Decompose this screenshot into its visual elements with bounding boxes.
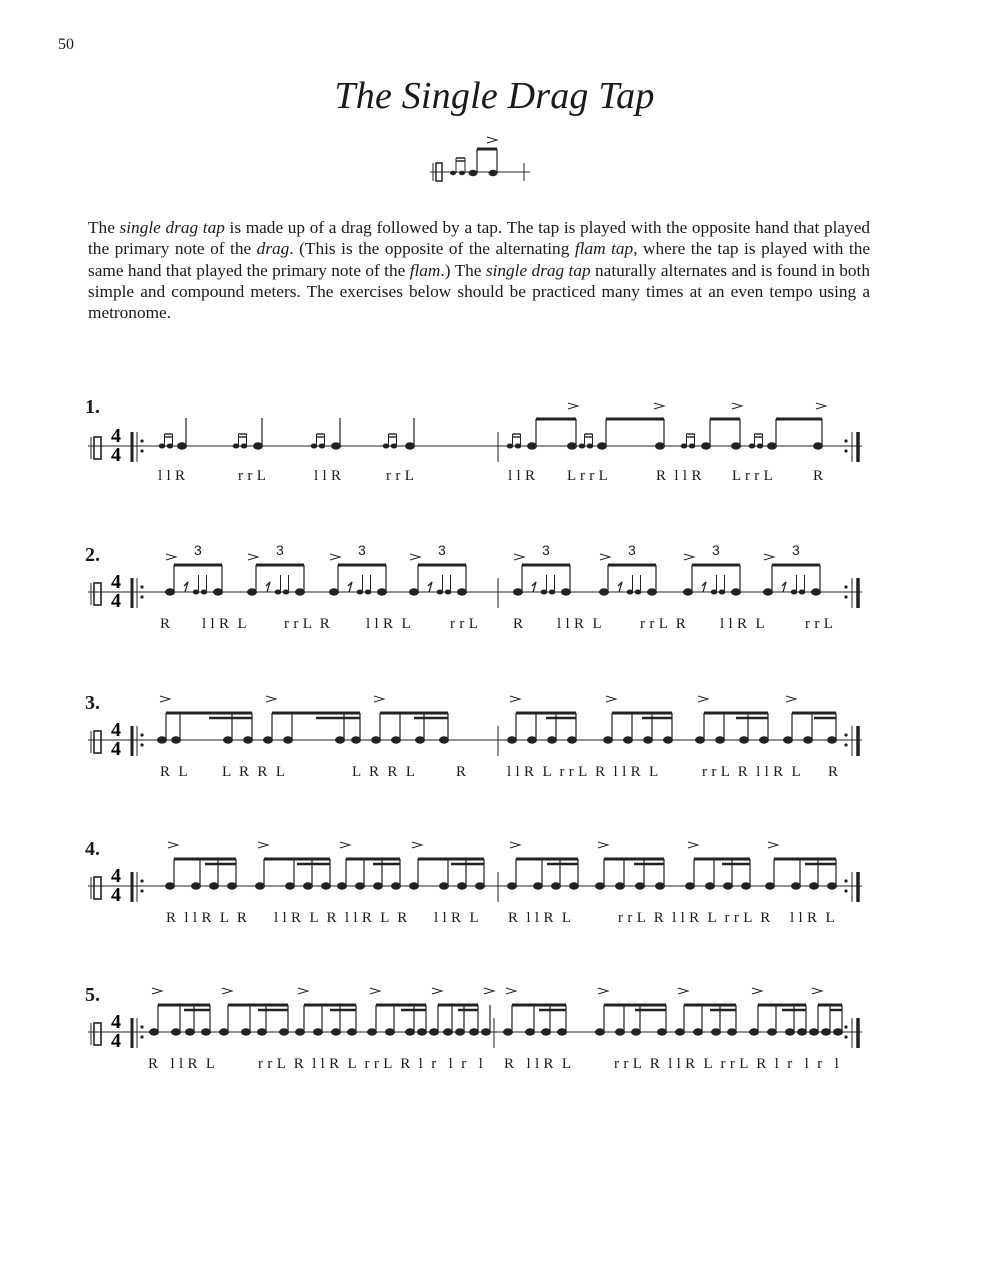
note-head — [596, 883, 605, 889]
note-head — [604, 737, 613, 743]
note-head — [656, 883, 665, 889]
exercise-5 — [0, 984, 989, 1104]
accent-mark — [684, 554, 694, 560]
note-head — [632, 1029, 641, 1035]
time-sig-bottom: 4 — [111, 884, 121, 906]
tuplet-number: 3 — [628, 544, 636, 558]
note-head — [596, 1029, 605, 1035]
sticking-label: r r L R — [284, 616, 331, 632]
exercise-3 — [0, 692, 989, 812]
accent-mark — [166, 554, 176, 560]
note-head — [728, 1029, 737, 1035]
note-head — [372, 737, 381, 743]
tuplet-number: 3 — [358, 544, 366, 558]
note-head — [828, 737, 837, 743]
grace-note — [365, 590, 371, 594]
rest — [428, 582, 432, 592]
note-head — [220, 1029, 229, 1035]
exercise-1 — [0, 396, 989, 516]
grace-note — [627, 590, 633, 594]
note-head — [242, 1029, 251, 1035]
sticking-label: R — [513, 616, 524, 632]
accent-mark — [812, 988, 822, 994]
note-head — [760, 737, 769, 743]
note-head — [706, 883, 715, 889]
grace-note — [799, 590, 805, 594]
accent-mark — [484, 988, 494, 994]
note-head — [356, 883, 365, 889]
note-head — [166, 883, 175, 889]
note-head — [784, 737, 793, 743]
note-head — [440, 883, 449, 889]
accent-mark — [514, 554, 524, 560]
sticking-label: R — [813, 468, 824, 484]
accent-mark — [698, 696, 708, 702]
note-head — [562, 589, 571, 595]
note-head — [456, 1029, 465, 1035]
sticking-label: r r L — [386, 468, 415, 484]
accent-mark — [510, 842, 520, 848]
note-head — [410, 589, 419, 595]
note-head — [286, 883, 295, 889]
note-head — [458, 589, 467, 595]
note-head — [648, 589, 657, 595]
note-head — [684, 589, 693, 595]
time-sig-bottom: 4 — [111, 444, 121, 466]
sticking-label: l l R L — [720, 616, 765, 632]
note-head — [798, 1029, 807, 1035]
note-head — [732, 589, 741, 595]
note-head — [568, 737, 577, 743]
tuplet-number: 3 — [712, 544, 720, 558]
note-head — [750, 1029, 759, 1035]
note-head — [392, 737, 401, 743]
page-title: The Single Drag Tap — [334, 75, 655, 117]
tuplet-number: 3 — [194, 544, 202, 558]
grace-note — [445, 590, 451, 594]
note-head — [696, 737, 705, 743]
staff-4 — [0, 838, 989, 958]
sticking-label: r r L R l l R L r r L R l r l r l — [258, 1056, 484, 1072]
sticking-label: l l R L — [434, 910, 479, 926]
note-head — [330, 589, 339, 595]
time-sig-top: 4 — [111, 1011, 121, 1033]
note-head — [508, 737, 517, 743]
note-head — [418, 1029, 427, 1035]
sticking-label: R l l R L — [148, 1056, 216, 1072]
note-head — [444, 1029, 453, 1035]
grace-note — [283, 590, 289, 594]
note-head — [686, 883, 695, 889]
accent-mark — [510, 696, 520, 702]
rest — [266, 582, 270, 592]
note-head — [410, 883, 419, 889]
accent-mark — [248, 554, 258, 560]
rest — [618, 582, 622, 592]
note-head — [150, 1029, 159, 1035]
sticking-label: l l R L r r L R l l R L — [507, 764, 659, 780]
intro-paragraph: The single drag tap is made up of a drag followed by a tap. The tap is played with the opposite hand that played the primary note of the drag. (This is the opposite of the alternating flam tap, where the tap is played with the same hand that played the primary note of the flam.) The single drag tap naturally alternates and is found in both simple and compound meters. The exercises below should be practiced many times at an even tempo using a metronome. — [88, 218, 871, 323]
accent-mark — [432, 988, 442, 994]
note-head — [768, 1029, 777, 1035]
note-head — [352, 737, 361, 743]
grace-note — [791, 590, 797, 594]
time-sig-bottom: 4 — [111, 1030, 121, 1052]
tuplet-number: 3 — [438, 544, 446, 558]
sticking-label: L R R L — [222, 764, 286, 780]
accent-mark — [330, 554, 340, 560]
accent-mark — [764, 554, 774, 560]
note-head — [812, 589, 821, 595]
accent-mark — [768, 842, 778, 848]
accent-mark — [410, 554, 420, 560]
note-head — [542, 1029, 551, 1035]
note-head — [600, 589, 609, 595]
exercise-number: 5. — [85, 984, 100, 1006]
accent-mark — [600, 554, 610, 560]
accent-mark — [506, 988, 516, 994]
exercise-4 — [0, 838, 989, 958]
note-head — [202, 1029, 211, 1035]
accent-mark — [370, 988, 380, 994]
note-head — [664, 737, 673, 743]
note-head — [792, 883, 801, 889]
note-head — [724, 883, 733, 889]
accent-mark — [160, 696, 170, 702]
sticking-label: R l l R L R — [166, 910, 248, 926]
sticking-label: L r r L — [567, 468, 609, 484]
sticking-label: r r L — [238, 468, 267, 484]
note-head — [332, 1029, 341, 1035]
accent-mark — [222, 988, 232, 994]
grace-note — [201, 590, 207, 594]
page-number: 50 — [58, 36, 74, 53]
note-head — [186, 1029, 195, 1035]
sticking-label: l l R L — [366, 616, 411, 632]
grace-note — [275, 590, 281, 594]
rest — [532, 582, 536, 592]
tuplet-number: 3 — [792, 544, 800, 558]
accent-mark — [412, 842, 422, 848]
accent-mark — [374, 696, 384, 702]
rudiment-notation — [420, 130, 540, 190]
note-head — [528, 737, 537, 743]
note-head — [166, 589, 175, 595]
sticking-label: l l R — [158, 468, 186, 484]
sticking-label: L r r L — [732, 468, 774, 484]
sticking-label: R — [160, 616, 171, 632]
rest — [702, 582, 706, 592]
note-head — [322, 883, 331, 889]
note-head — [694, 1029, 703, 1035]
sticking-label: R L — [160, 764, 188, 780]
note-head — [514, 589, 523, 595]
note-head — [548, 737, 557, 743]
note-head — [636, 883, 645, 889]
note-head — [406, 1029, 415, 1035]
grace-note — [437, 590, 443, 594]
rest — [782, 582, 786, 592]
note-head — [508, 883, 517, 889]
accent-mark — [752, 988, 762, 994]
note-head — [476, 883, 485, 889]
exercise-number: 2. — [85, 544, 100, 566]
note-head — [248, 589, 257, 595]
note-head — [764, 589, 773, 595]
note-head — [314, 1029, 323, 1035]
sticking-label: r r L — [450, 616, 479, 632]
note-head — [644, 737, 653, 743]
time-sig-top: 4 — [111, 719, 121, 741]
note-head — [296, 589, 305, 595]
note-head — [786, 1029, 795, 1035]
note-head — [392, 883, 401, 889]
accent-mark — [340, 842, 350, 848]
note-head — [264, 737, 273, 743]
note-head — [712, 1029, 721, 1035]
time-sig-bottom: 4 — [111, 738, 121, 760]
note-head — [624, 737, 633, 743]
sticking-label: L R R L — [352, 764, 416, 780]
time-sig-bottom: 4 — [111, 590, 121, 612]
note-head — [336, 737, 345, 743]
sticking-label: R l l R L — [508, 910, 572, 926]
note-head — [716, 737, 725, 743]
note-head — [570, 883, 579, 889]
exercise-2 — [0, 544, 989, 664]
note-head — [210, 883, 219, 889]
exercise-number: 3. — [85, 692, 100, 714]
accent-mark — [786, 696, 796, 702]
time-sig-top: 4 — [111, 865, 121, 887]
note-head — [810, 1029, 819, 1035]
sticking-label: l l R L — [202, 616, 247, 632]
staff-1 — [0, 396, 989, 516]
sticking-label: r r L R l l R L — [702, 764, 802, 780]
sticking-label: l l R L — [790, 910, 835, 926]
note-head — [742, 883, 751, 889]
grace-note — [193, 590, 199, 594]
grace-note — [357, 590, 363, 594]
note-head — [828, 883, 837, 889]
note-head — [172, 1029, 181, 1035]
accent-mark — [168, 842, 178, 848]
grace-note — [719, 590, 725, 594]
note-head — [244, 737, 253, 743]
staff-5 — [0, 984, 989, 1104]
accent-mark — [152, 988, 162, 994]
sticking-label: R l l R L — [504, 1056, 572, 1072]
note-head — [158, 737, 167, 743]
note-head — [526, 1029, 535, 1035]
note-head — [224, 737, 233, 743]
staff-2 — [0, 544, 989, 664]
time-sig-top: 4 — [111, 425, 121, 447]
note-head — [676, 1029, 685, 1035]
note-head — [766, 883, 775, 889]
note-head — [458, 883, 467, 889]
sticking-label: R — [828, 764, 839, 780]
note-head — [228, 883, 237, 889]
note-head — [192, 883, 201, 889]
note-head — [558, 1029, 567, 1035]
note-head — [834, 1029, 843, 1035]
sticking-label: l l R — [508, 468, 536, 484]
note-head — [386, 1029, 395, 1035]
note-head — [374, 883, 383, 889]
note-head — [296, 1029, 305, 1035]
note-head — [280, 1029, 289, 1035]
sticking-label: R l l R — [656, 468, 702, 484]
note-head — [616, 1029, 625, 1035]
note-head — [338, 883, 347, 889]
tuplet-number: 3 — [542, 544, 550, 558]
note-head — [348, 1029, 357, 1035]
note-head — [440, 737, 449, 743]
note-head — [256, 883, 265, 889]
time-sig-top: 4 — [111, 571, 121, 593]
tuplet-number: 3 — [276, 544, 284, 558]
note-head — [552, 883, 561, 889]
note-head — [534, 883, 543, 889]
note-head — [416, 737, 425, 743]
note-head — [284, 737, 293, 743]
exercise-number: 1. — [85, 396, 100, 418]
exercise-number: 4. — [85, 838, 100, 860]
note-head — [304, 883, 313, 889]
note-head — [616, 883, 625, 889]
rest — [184, 582, 188, 592]
grace-note — [541, 590, 547, 594]
rest — [348, 582, 352, 592]
note-head — [214, 589, 223, 595]
note-head — [482, 1029, 491, 1035]
sticking-label: l l R — [314, 468, 342, 484]
grace-note — [711, 590, 717, 594]
note-head — [810, 883, 819, 889]
sticking-label: r r L — [805, 616, 834, 632]
accent-mark — [298, 988, 308, 994]
accent-mark — [606, 696, 616, 702]
grace-note — [635, 590, 641, 594]
note-head — [470, 1029, 479, 1035]
note-head — [430, 1029, 439, 1035]
note-head — [804, 737, 813, 743]
note-head — [504, 1029, 513, 1035]
sticking-label: l l R L — [557, 616, 602, 632]
note-head — [258, 1029, 267, 1035]
note-head — [172, 737, 181, 743]
accent-mark — [688, 842, 698, 848]
accent-mark — [678, 988, 688, 994]
staff-3 — [0, 692, 989, 812]
accent-mark — [266, 696, 276, 702]
accent-mark — [598, 988, 608, 994]
sticking-label: r r L R — [640, 616, 687, 632]
note-head — [658, 1029, 667, 1035]
note-head — [378, 589, 387, 595]
note-head — [822, 1029, 831, 1035]
sticking-label: r r L R l l R L r r L R — [618, 910, 771, 926]
sticking-label: r r L R l l R L r r L R l r l r l — [614, 1056, 840, 1072]
note-head — [368, 1029, 377, 1035]
sticking-label: l l R L R l l R L R — [274, 910, 408, 926]
accent-mark — [598, 842, 608, 848]
accent-mark — [258, 842, 268, 848]
note-head — [740, 737, 749, 743]
sticking-label: R — [456, 764, 467, 780]
grace-note — [549, 590, 555, 594]
